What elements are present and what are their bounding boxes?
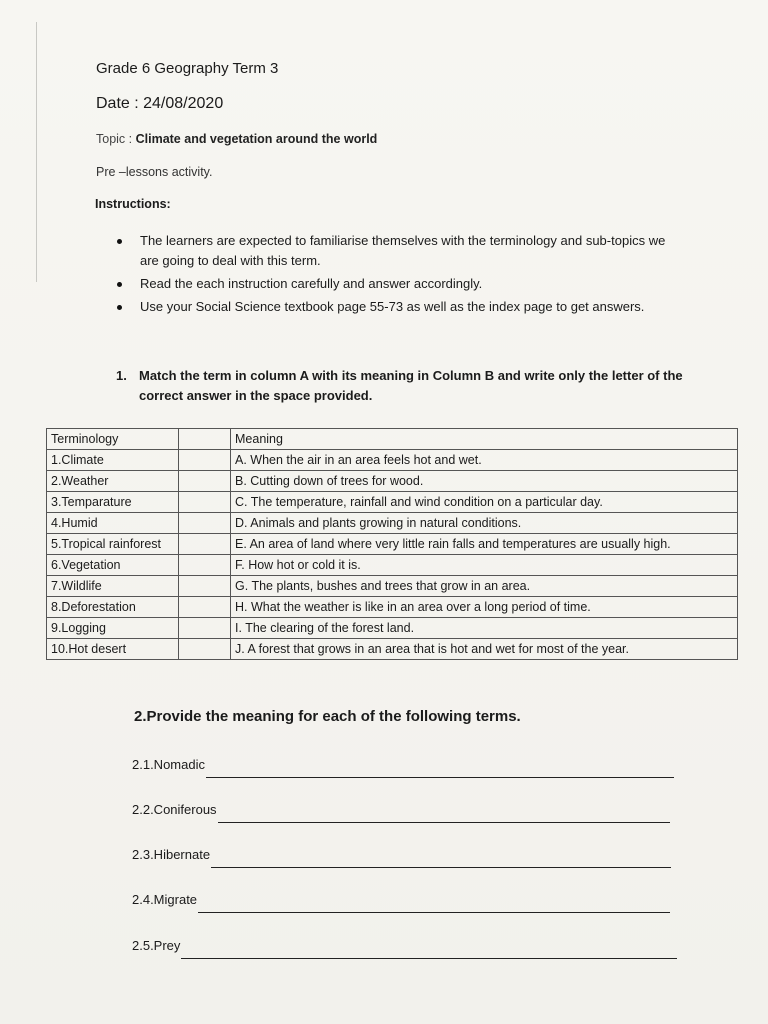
answer-cell[interactable] [179, 471, 231, 492]
definition-line [132, 752, 674, 772]
table-row [47, 492, 738, 513]
bullet-icon [117, 282, 122, 287]
answer-cell[interactable] [179, 576, 231, 597]
meaning-cell: G. The plants, bushes and trees that grow in an area. [231, 576, 738, 597]
answer-cell[interactable] [179, 534, 231, 555]
instruction-item [116, 297, 686, 317]
bullet-icon [117, 305, 122, 310]
term-cell: 6.Vegetation [47, 555, 179, 576]
definition-line [132, 797, 670, 817]
answer-cell[interactable] [179, 597, 231, 618]
definition-line [132, 842, 671, 862]
term-label: 2.3.Hibernate [132, 847, 211, 862]
table-row [47, 639, 738, 660]
answer-cell[interactable] [179, 513, 231, 534]
instructions-list [116, 231, 686, 320]
answer-cell[interactable] [179, 618, 231, 639]
term-cell: 9.Logging [47, 618, 179, 639]
topic-text: Climate and vegetation around the world [135, 132, 378, 146]
meaning-cell: F. How hot or cold it is. [231, 555, 738, 576]
answer-cell[interactable] [179, 450, 231, 471]
answer-cell[interactable] [179, 555, 231, 576]
term-cell: 5.Tropical rainforest [47, 534, 179, 555]
matching-table [46, 428, 738, 660]
instructions-heading: Instructions: [95, 197, 171, 211]
answer-blank[interactable] [198, 911, 670, 913]
answer-blank[interactable] [181, 957, 677, 959]
term-cell: 7.Wildlife [47, 576, 179, 597]
term-cell: 1.Climate [47, 450, 179, 471]
header-meaning: Meaning [231, 429, 738, 450]
topic-label: Topic : [96, 132, 136, 146]
header-answer [179, 429, 231, 450]
worksheet-date: Date : 24/08/2020 [96, 95, 224, 112]
meaning-cell: H. What the weather is like in an area over a long period of time. [231, 597, 738, 618]
question-1 [116, 366, 696, 406]
definition-line [132, 933, 677, 953]
header-terminology: Terminology [47, 429, 179, 450]
answer-cell[interactable] [179, 639, 231, 660]
table-row [47, 534, 738, 555]
instruction-text: The learners are expected to familiarise themselves with the terminology and sub-topics we are going to deal with this term. [140, 233, 666, 268]
answer-blank[interactable] [211, 866, 671, 868]
term-label: 2.1.Nomadic [132, 757, 205, 772]
meaning-cell: E. An area of land where very little rain falls and temperatures are usually high. [231, 534, 738, 555]
term-label: 2.5.Prey [132, 938, 181, 953]
instruction-item [116, 231, 686, 271]
table-row [47, 513, 738, 534]
term-cell: 8.Deforestation [47, 597, 179, 618]
table-row [47, 471, 738, 492]
definition-line [132, 887, 670, 907]
term-cell: 10.Hot desert [47, 639, 179, 660]
pre-lesson-activity: Pre –lessons activity. [96, 165, 213, 179]
answer-cell[interactable] [179, 492, 231, 513]
bullet-icon [117, 239, 122, 244]
table-row [47, 576, 738, 597]
term-cell: 4.Humid [47, 513, 179, 534]
term-label: 2.4.Migrate [132, 892, 198, 907]
table-header-row [47, 429, 738, 450]
table-row [47, 555, 738, 576]
instruction-item [116, 274, 686, 294]
term-cell: 3.Temparature [47, 492, 179, 513]
question-2-heading: 2.Provide the meaning for each of the following terms. [134, 708, 521, 725]
answer-blank[interactable] [206, 776, 674, 778]
meaning-cell: B. Cutting down of trees for wood. [231, 471, 738, 492]
term-label: 2.2.Coniferous [132, 802, 217, 817]
meaning-cell: C. The temperature, rainfall and wind condition on a particular day. [231, 492, 738, 513]
term-cell: 2.Weather [47, 471, 179, 492]
table-row [47, 618, 738, 639]
worksheet-topic [96, 132, 377, 146]
question-1-text: Match the term in column A with its meaning in Column B and write only the letter of the correct answer in the space provided. [139, 368, 683, 403]
meaning-cell: I. The clearing of the forest land. [231, 618, 738, 639]
question-1-number: 1. [116, 368, 127, 383]
instruction-text: Read the each instruction carefully and answer accordingly. [140, 276, 483, 291]
table-row [47, 450, 738, 471]
worksheet-title: Grade 6 Geography Term 3 [96, 60, 279, 77]
answer-blank[interactable] [218, 821, 670, 823]
margin-rule [36, 22, 37, 282]
meaning-cell: A. When the air in an area feels hot and wet. [231, 450, 738, 471]
instruction-text: Use your Social Science textbook page 55-73 as well as the index page to get answers. [140, 299, 645, 314]
table-row [47, 597, 738, 618]
meaning-cell: D. Animals and plants growing in natural conditions. [231, 513, 738, 534]
meaning-cell: J. A forest that grows in an area that is hot and wet for most of the year. [231, 639, 738, 660]
